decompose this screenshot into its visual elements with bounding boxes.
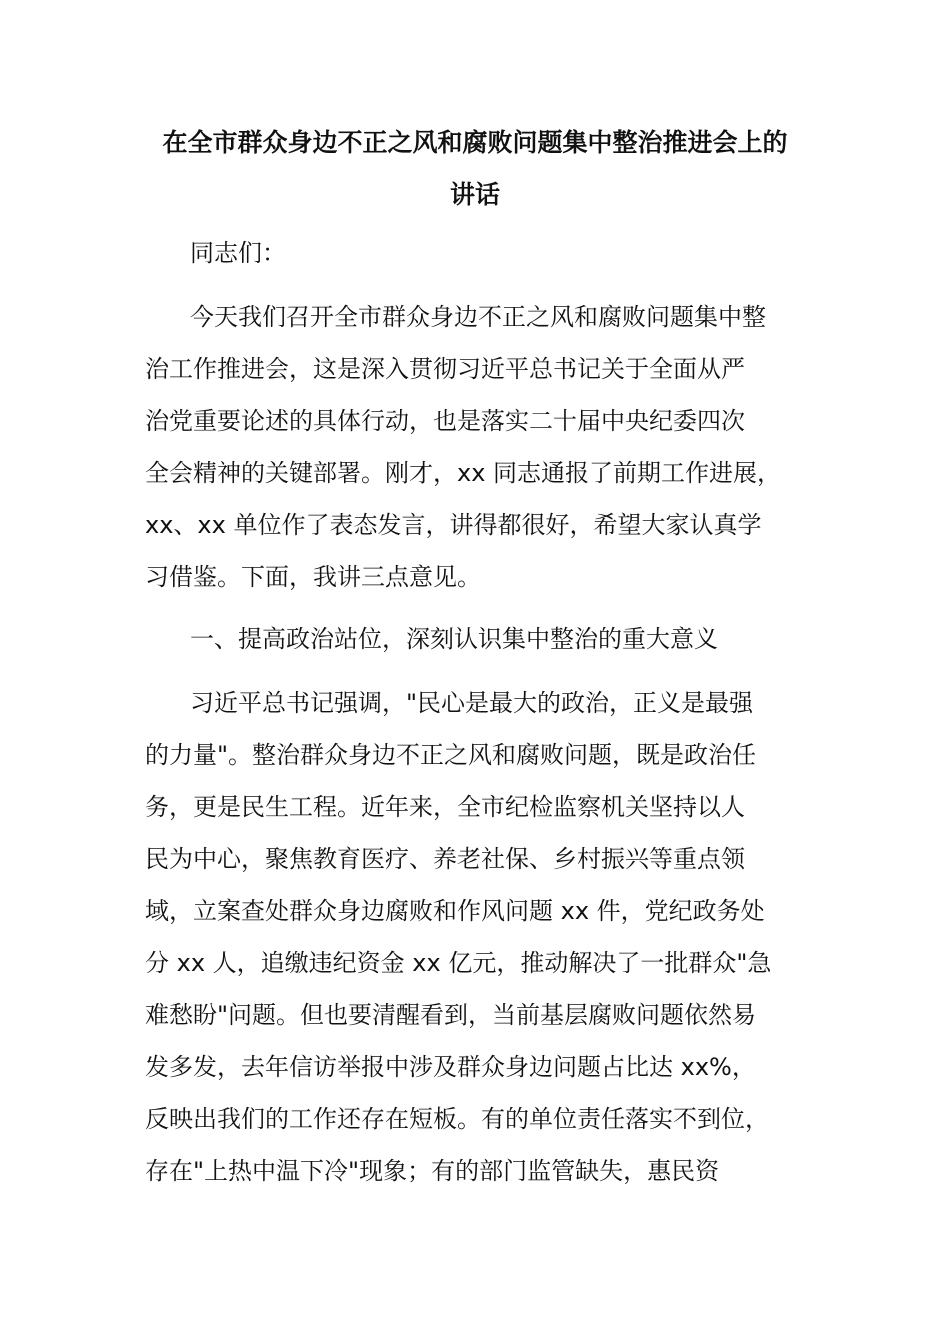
section-heading-1: 一、提高政治站位，深刻认识集中整治的重大意义	[190, 625, 718, 653]
paragraph-1-line: 习借鉴。下面，我讲三点意见。	[145, 563, 481, 591]
document-title-line-2: 讲话	[449, 180, 500, 209]
paragraph-1-line: 治工作推进会，这是深入贯彻习近平总书记关于全面从严	[145, 355, 745, 383]
paragraph-2-line: 务，更是民生工程。近年来，全市纪检监察机关坚持以人	[145, 793, 745, 821]
salutation: 同志们：	[190, 239, 286, 267]
paragraph-2-line: 难愁盼"问题。但也要清醒看到，当前基层腐败问题依然易	[145, 1001, 757, 1029]
paragraph-2-line: 民为中心，聚焦教育医疗、养老社保、乡村振兴等重点领	[145, 845, 745, 873]
document-title-line-1: 在全市群众身边不正之风和腐败问题集中整治推进会上的	[162, 128, 788, 157]
paragraph-1-line: 今天我们召开全市群众身边不正之风和腐败问题集中整	[190, 303, 766, 331]
paragraph-2-line: 域，立案查处群众身边腐败和作风问题 xx 件，党纪政务处	[145, 897, 765, 925]
paragraph-2-line: 存在"上热中温下冷"现象；有的部门监管缺失，惠民资	[145, 1157, 720, 1185]
paragraph-2-line: 分 xx 人，追缴违纪资金 xx 亿元，推动解决了一批群众"急	[145, 949, 772, 977]
paragraph-1-line: xx、xx 单位作了表态发言，讲得都很好，希望大家认真学	[145, 511, 762, 539]
paragraph-1-line: 治党重要论述的具体行动，也是落实二十届中央纪委四次	[145, 407, 745, 435]
paragraph-2-line: 习近平总书记强调，"民心是最大的政治，正义是最强	[190, 689, 754, 717]
paragraph-1-line: 全会精神的关键部署。刚才，xx 同志通报了前期工作进展，	[145, 459, 782, 487]
paragraph-2-line: 发多发，去年信访举报中涉及群众身边问题占比达 xx%，	[145, 1053, 756, 1081]
paragraph-2-line: 的力量"。整治群众身边不正之风和腐败问题，既是政治任	[145, 741, 757, 769]
paragraph-2-line: 反映出我们的工作还存在短板。有的单位责任落实不到位，	[145, 1105, 769, 1133]
